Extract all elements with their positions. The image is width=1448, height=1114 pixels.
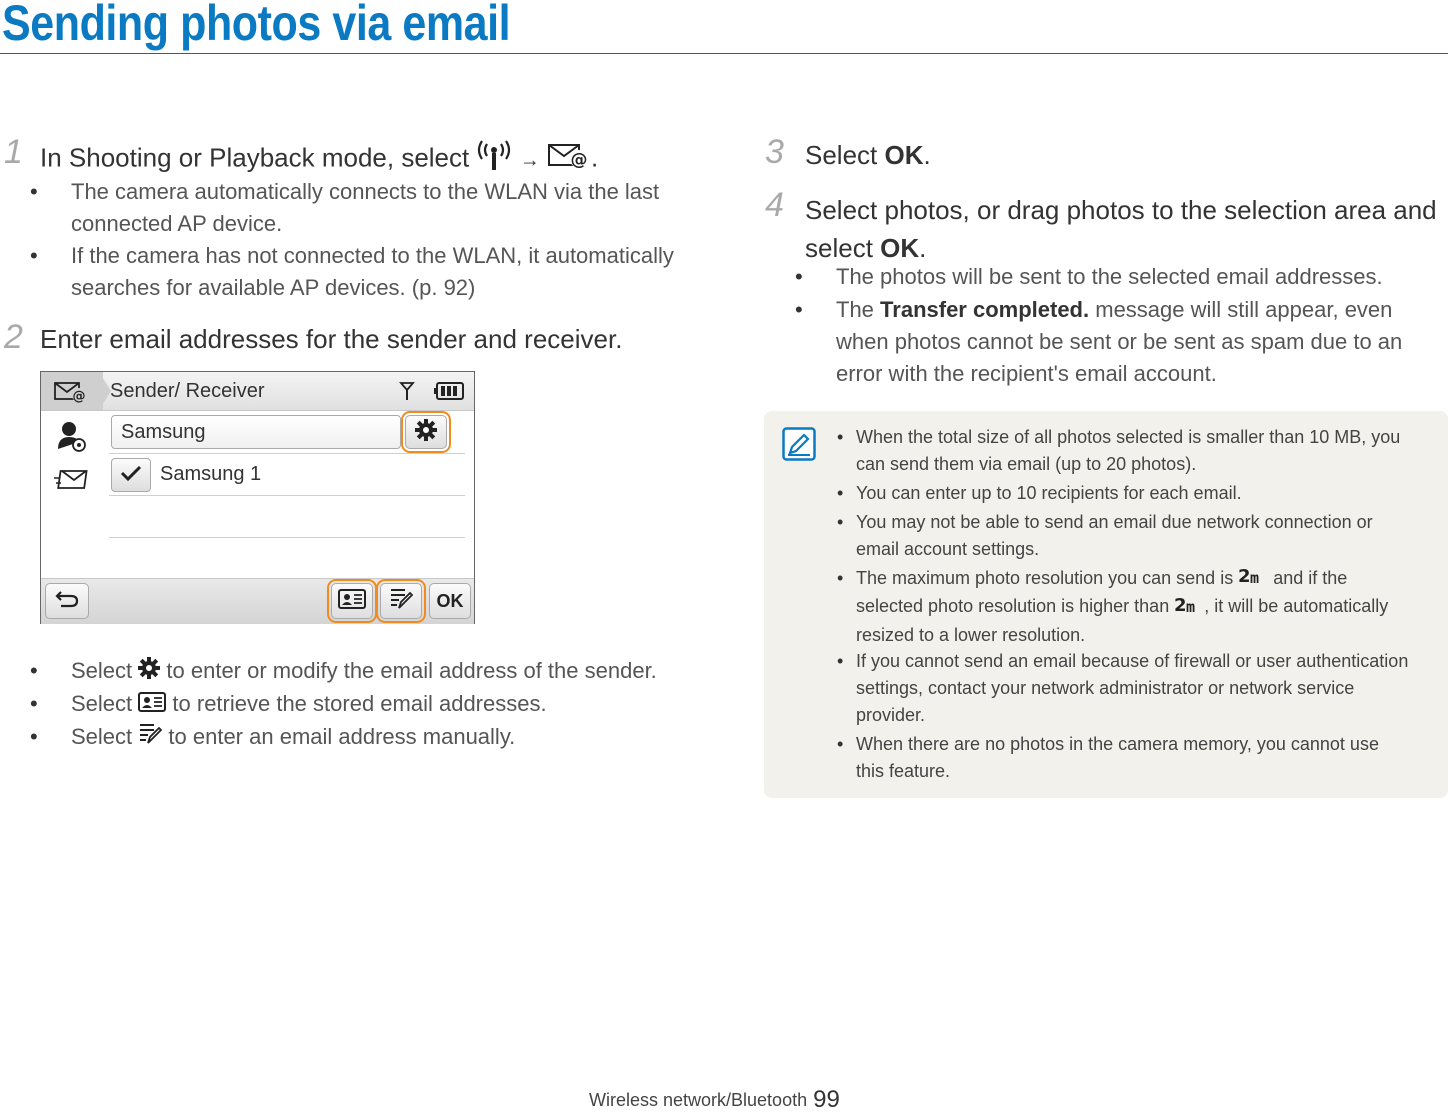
note-line	[856, 565, 1388, 593]
page-number: 99	[813, 1086, 840, 1113]
resolution-2m-icon	[1238, 565, 1268, 593]
bullet-line: connected AP device.	[71, 211, 283, 236]
bullet-post: message will still appear, even	[1095, 297, 1393, 322]
edit-icon	[138, 722, 162, 755]
gear-icon	[415, 419, 437, 446]
page-title: Sending photos via email	[2, 0, 511, 51]
note-line: this feature.	[856, 761, 951, 781]
bullet-pre: Select	[71, 724, 133, 749]
step-4-line2-pre: select	[805, 233, 873, 263]
step-3-pre: Select	[805, 140, 878, 170]
email-mode-tab	[41, 372, 103, 410]
svg-text:m: m	[1186, 597, 1196, 614]
step-4-number: 4	[765, 186, 784, 224]
step-3-text	[805, 140, 931, 171]
note-line: provider.	[856, 705, 926, 725]
step-1-bullet-2: • If the camera has not connected to the WLAN, it automatically searches for available AP devices. (p. 92)	[71, 240, 674, 304]
email-icon	[547, 142, 591, 177]
note-text: , it will be automatically	[1204, 596, 1389, 617]
gear-icon	[138, 656, 160, 688]
step-2-bullet-3: • Select to enter an email address manually.	[71, 721, 515, 755]
sender-field[interactable]	[111, 415, 401, 449]
step-4-line2-post: .	[919, 233, 927, 263]
step-1-pre: In Shooting or Playback mode, select	[40, 142, 470, 173]
note-line: settings, contact your network administrator or network service	[856, 678, 1355, 698]
bullet-line: searches for available AP devices. (p. 92)	[71, 275, 476, 300]
camera-screen	[40, 371, 475, 624]
note-line: You can enter up to 10 recipients for each email.	[856, 483, 1242, 503]
note-icon	[782, 427, 816, 466]
manual-entry-button[interactable]	[380, 583, 422, 619]
receiver-value[interactable]: Samsung 1	[160, 463, 262, 485]
step-1-post: .	[590, 142, 599, 173]
note-item-4: • The maximum photo resolution you can send is 2 m and if the selected photo resolution is higher than 2 m , it will be automatically resized to a lower resolution.	[856, 565, 1388, 649]
antenna-icon	[399, 381, 415, 406]
camera-header	[41, 372, 474, 411]
camera-footer	[41, 578, 474, 624]
bullet-post: to retrieve the stored email addresses.	[172, 691, 547, 716]
bullet-bold: Transfer completed.	[880, 297, 1090, 322]
step-4-line1: Select photos, or drag photos to the selection area and	[805, 195, 1437, 225]
note-item-5: • If you cannot send an email because of firewall or user authentication settings, contact your network administrator or network service provider.	[856, 648, 1408, 729]
svg-text:m: m	[1250, 569, 1260, 586]
note-line: If you cannot send an email because of firewall or user authentication	[856, 651, 1409, 671]
camera-header-title: Sender/ Receiver	[110, 380, 265, 402]
note-line: You may not be able to send an email due network connection or	[856, 512, 1373, 532]
svg-text:2: 2	[1238, 566, 1251, 586]
svg-text:@: @	[570, 150, 588, 170]
receiver-icon	[53, 468, 91, 497]
bullet-line: The camera automatically connects to the WLAN via the last	[71, 179, 660, 204]
step-3-bold: OK	[884, 140, 924, 170]
bullet-pre: Select	[71, 691, 133, 716]
divider	[109, 495, 465, 496]
resolution-2m-icon	[1174, 594, 1204, 622]
step-4-text	[805, 191, 1437, 267]
bullet-pre: Select	[71, 658, 133, 683]
contacts-icon	[338, 589, 366, 614]
bullet-line: when photos cannot be sent or be sent as spam due to an	[836, 329, 1403, 354]
check-icon	[120, 464, 142, 487]
battery-icon	[434, 382, 464, 405]
title-rule	[0, 53, 1448, 54]
step-2-bullet-1: • Select to enter or modify the email address of the sender.	[71, 655, 657, 688]
note-line: can send them via email (up to 20 photos).	[856, 454, 1197, 474]
step-4-line2-bold: OK	[880, 233, 920, 263]
contacts-button[interactable]	[331, 583, 373, 619]
note-line: When the total size of all photos selected is smaller than 10 MB, you	[856, 427, 1401, 447]
divider	[109, 537, 465, 538]
step-2-text: Enter email addresses for the sender and receiver.	[40, 324, 623, 354]
sender-settings-button[interactable]	[405, 415, 447, 449]
bullet-post: to enter an email address manually.	[168, 724, 516, 749]
receiver-checkbox[interactable]	[111, 458, 151, 492]
note-text: The maximum photo resolution you can send is	[856, 568, 1234, 588]
step-1-bullet-1: • The camera automatically connects to the WLAN via the last connected AP device.	[71, 176, 659, 240]
note-line: email account settings.	[856, 539, 1040, 559]
note-line: resized to a lower resolution.	[856, 624, 1086, 645]
note-text: and if the	[1273, 568, 1348, 588]
sender-icon	[57, 420, 87, 457]
ok-button[interactable]	[429, 583, 471, 619]
step-1-number: 1	[4, 133, 23, 171]
step-2-bullet-2: • Select to retrieve the stored email addresses.	[71, 688, 547, 721]
sender-value: Samsung	[121, 421, 206, 443]
bullet-pre: The	[836, 297, 874, 322]
step-3-number: 3	[765, 133, 784, 171]
step-1-arrow: →	[519, 149, 540, 172]
bullet-line	[836, 294, 1402, 326]
bullet-line: If the camera has not connected to the WLAN, it automatically	[71, 243, 674, 268]
contacts-icon	[138, 689, 166, 721]
bullet-line: error with the recipient's email account.	[836, 361, 1217, 386]
wifi-icon	[476, 140, 512, 179]
note-item-2: • You can enter up to 10 recipients for each email.	[856, 480, 1242, 507]
note-item-1: • When the total size of all photos selected is smaller than 10 MB, you can send them via email (up to 20 photos).	[856, 424, 1400, 478]
bullet-line: The photos will be sent to the selected email addresses.	[836, 264, 1383, 289]
note-line: When there are no photos in the camera memory, you cannot use	[856, 734, 1379, 754]
back-button[interactable]	[45, 583, 89, 619]
step-4-bullet-2: • The Transfer completed. message will still appear, even when photos cannot be sent or be sent as spam due to an error with the recipient's email account.	[836, 294, 1402, 390]
ok-label: OK	[436, 590, 464, 611]
step-3-post: .	[923, 140, 931, 170]
footer-section: Wireless network/Bluetooth	[589, 1090, 808, 1110]
svg-text:2: 2	[1174, 594, 1187, 614]
note-line	[856, 593, 1388, 621]
step-4-bullet-1: • The photos will be sent to the selected email addresses.	[795, 264, 1383, 289]
note-item-3: • You may not be able to send an email due network connection or email account settings.	[856, 509, 1373, 563]
note-text: selected photo resolution is higher than	[856, 596, 1170, 617]
back-icon	[55, 590, 79, 613]
step-1-text	[40, 140, 598, 179]
bullet-post: to enter or modify the email address of the sender.	[166, 658, 657, 683]
page-footer	[589, 1086, 840, 1114]
divider	[109, 453, 465, 454]
edit-icon	[389, 587, 413, 616]
step-2-number: 2	[4, 318, 23, 356]
svg-text:@: @	[72, 389, 86, 404]
note-item-6: • When there are no photos in the camera memory, you cannot use this feature.	[856, 731, 1379, 785]
